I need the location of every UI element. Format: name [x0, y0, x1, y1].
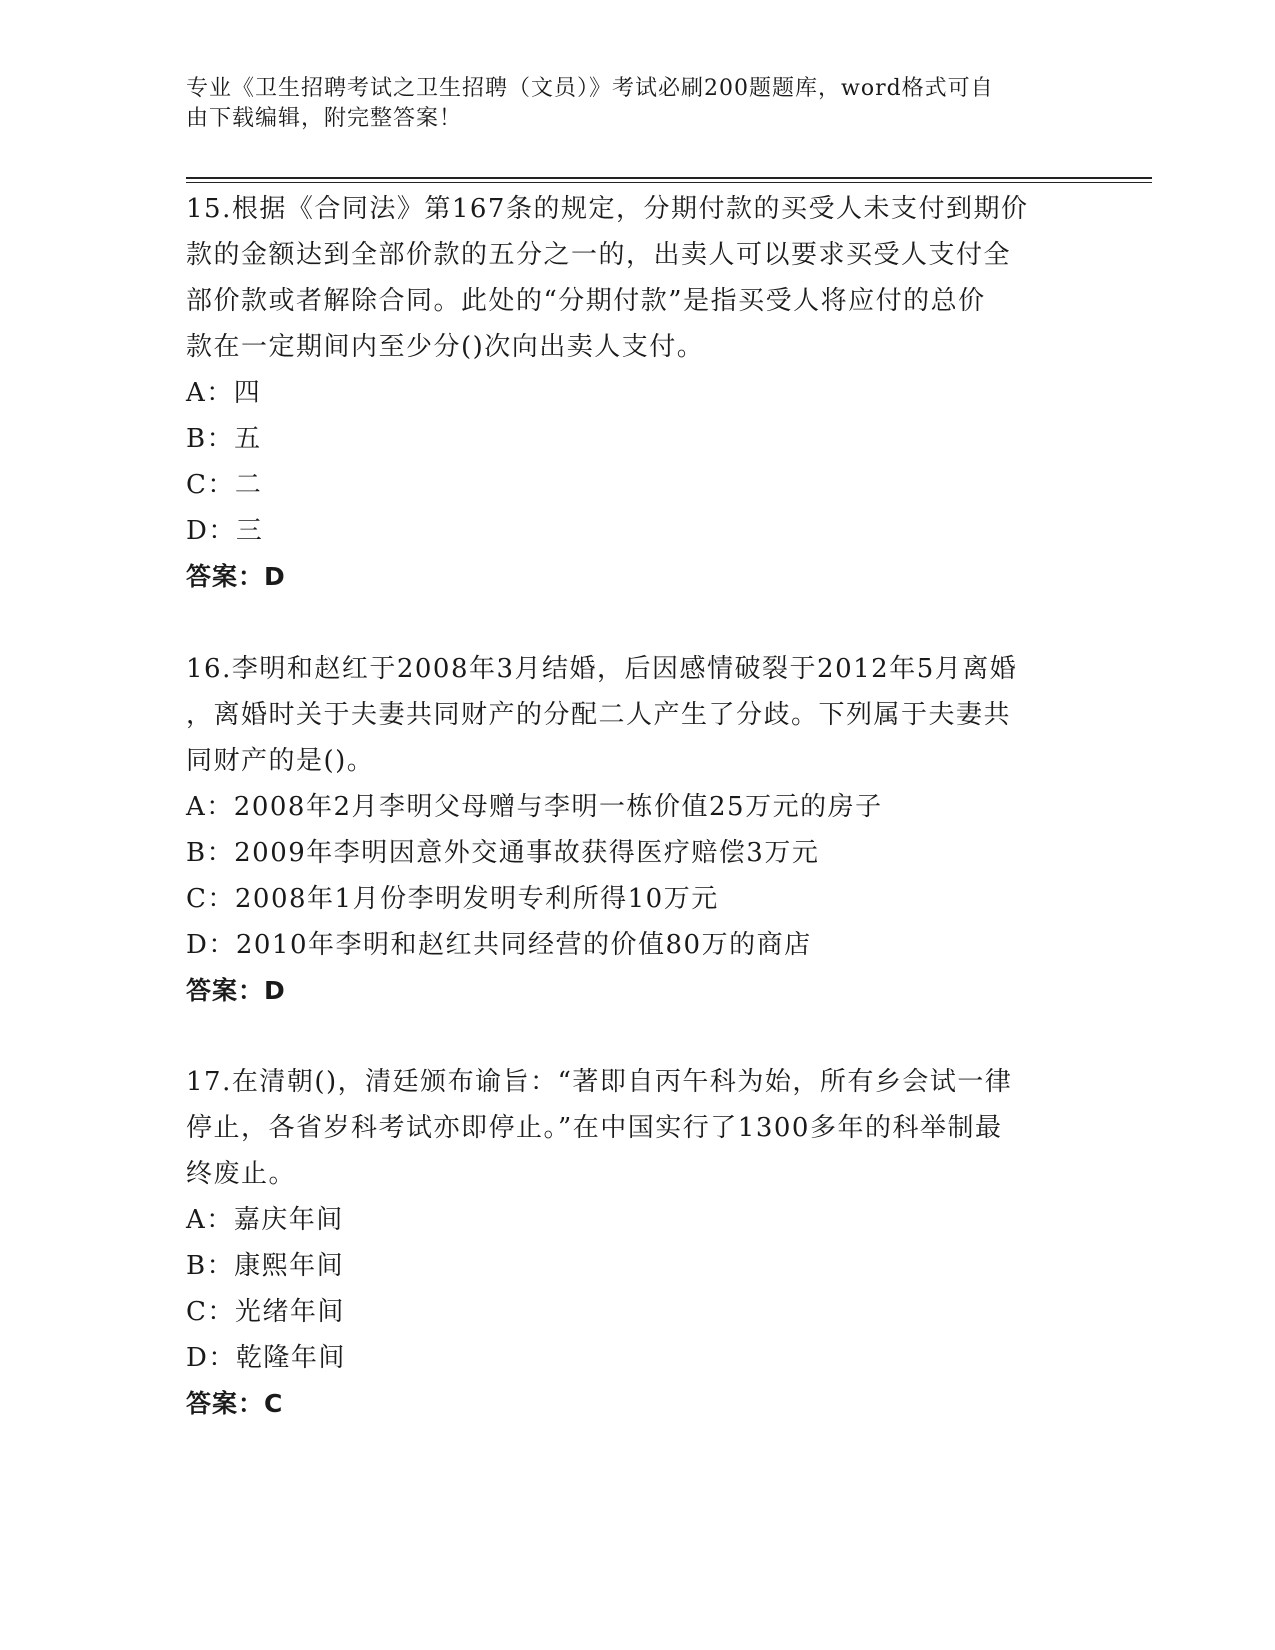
document-header: [186, 74, 1066, 134]
option-c: C：二: [186, 470, 263, 500]
question-stem-line: 17.在清朝()，清廷颁布谕旨：“著即自丙午科为始，所有乡会试一律: [186, 1067, 1013, 1097]
option-a: A：嘉庆年间: [186, 1205, 344, 1235]
header-line: 专业《卫生招聘考试之卫生招聘（文员）》考试必刷200题题库，word格式可自: [186, 76, 994, 101]
question-stem-line: 16.李明和赵红于2008年3月结婚，后因感情破裂于2012年5月离婚: [186, 654, 1018, 684]
option-a: A：四: [186, 378, 262, 408]
option-c: C：2008年1月份李明发明专利所得10万元: [186, 884, 719, 914]
question-stem-line: 15.根据《合同法》第167条的规定，分期付款的买受人未支付到期价: [186, 194, 1029, 224]
question-stem-line: 款在一定期间内至少分()次向出卖人支付。: [186, 332, 705, 362]
question-stem-line: ，离婚时关于夫妻共同财产的分配二人产生了分歧。下列属于夫妻共: [186, 700, 1012, 730]
option-d: D：2010年李明和赵红共同经营的价值80万的商店: [186, 930, 812, 960]
header-divider-thin: [186, 182, 1152, 183]
option-c: C：光绪年间: [186, 1297, 345, 1327]
question-stem-line: 停止，各省岁科考试亦即停止。”在中国实行了1300多年的科举制最: [186, 1113, 1003, 1143]
option-d: D：三: [186, 516, 264, 546]
header-divider-thick: [186, 177, 1152, 179]
header-line: 由下载编辑，附完整答案！: [186, 106, 463, 131]
question-stem-line: 同财产的是()。: [186, 746, 375, 776]
option-b: B：五: [186, 424, 262, 454]
option-a: A：2008年2月李明父母赠与李明一栋价值25万元的房子: [186, 792, 883, 822]
question-stem-line: 款的金额达到全部价款的五分之一的，出卖人可以要求买受人支付全: [186, 240, 1012, 270]
question-17: [186, 1059, 1086, 1427]
option-d: D：乾隆年间: [186, 1343, 346, 1373]
answer: 答案：D: [186, 976, 286, 1005]
question-15: [186, 186, 1086, 600]
option-b: B：康熙年间: [186, 1251, 345, 1281]
question-stem-line: 终废止。: [186, 1159, 297, 1189]
answer: 答案：D: [186, 562, 286, 591]
question-16: [186, 646, 1086, 1014]
option-b: B：2009年李明因意外交通事故获得医疗赔偿3万元: [186, 838, 820, 868]
question-stem-line: 部价款或者解除合同。此处的“分期付款”是指买受人将应付的总价: [186, 286, 986, 316]
answer: 答案：C: [186, 1389, 284, 1418]
